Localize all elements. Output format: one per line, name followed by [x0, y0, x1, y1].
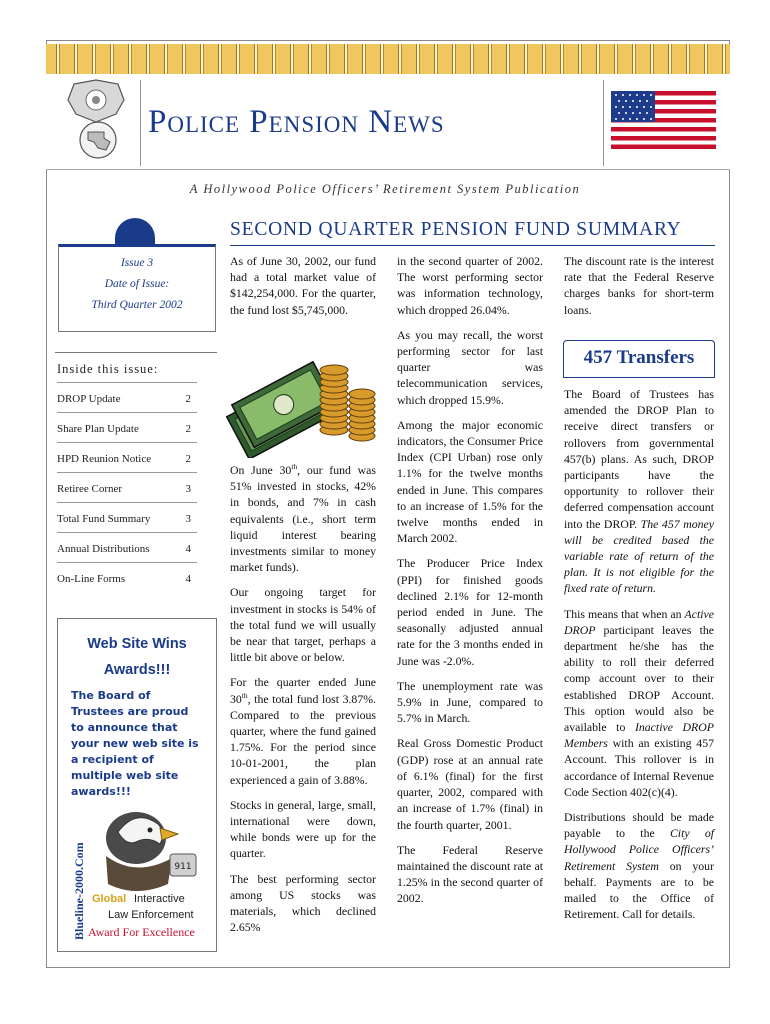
- toc-page: 2: [185, 452, 191, 465]
- paragraph: [564, 606, 714, 800]
- toc-page: 4: [185, 542, 191, 555]
- police-badge-icon: [54, 78, 138, 162]
- header-stripes: [46, 44, 730, 74]
- paragraph: Our ongoing target for investment in stocks is 54% of the total fund we will usually be near that target, perhaps a little bit above or below.: [230, 585, 376, 665]
- issue-box: [58, 244, 216, 332]
- money-stack-icon: [222, 350, 382, 458]
- award-global-text: Global: [92, 893, 127, 905]
- divider: [603, 80, 604, 166]
- toc-item[interactable]: [57, 442, 197, 472]
- toc-item[interactable]: [57, 532, 197, 562]
- toc-item[interactable]: [57, 562, 197, 592]
- paragraph: [564, 809, 714, 922]
- website-body: The Board of Trustees are proud to announce that your new web site is a recipient of multiple web site awards!!!: [71, 689, 199, 798]
- divider: [140, 80, 141, 166]
- divider: [55, 352, 217, 353]
- text: participant leaves the department he/she has the ability to roll their deferred comp account over to their established DROP Account. This option would also be available to: [564, 622, 714, 735]
- toc-item[interactable]: [57, 472, 197, 502]
- text: On June 30: [230, 463, 292, 477]
- toc-label: Share Plan Update: [57, 422, 139, 435]
- paragraph: [230, 462, 376, 575]
- inside-title: Inside this issue:: [57, 362, 159, 376]
- transfers-heading-box: [563, 340, 715, 378]
- text: This means that when an: [564, 606, 685, 621]
- toc-page: 3: [185, 512, 191, 525]
- toc-page: 4: [185, 572, 191, 585]
- us-flag-icon: [611, 91, 716, 149]
- paragraph: in the second quarter of 2002. The worst performing sector was information technology, which dropped 26.04%.: [397, 254, 543, 317]
- text: , the total fund lost 3.87%. Compared to the previous quarter, where the fund gained 1.75%. For the period since 10-01-2001, the plan experienced a gain of 3.88%.: [230, 691, 376, 787]
- toc-label: Retiree Corner: [57, 482, 123, 495]
- italic-text: Inactive DROP Members: [564, 720, 714, 751]
- paragraph: As you may recall, the worst performing sector for last quarter was telecommunication services, which dropped 15.9%.: [397, 327, 543, 407]
- paragraph: The unemployment rate was 5.9% in June, compared to 5.7% in March.: [397, 678, 543, 726]
- superscript: th: [291, 462, 298, 472]
- text: on your behalf. Payments are to be mailed to the Office of Retirement. Call for details.: [564, 858, 714, 922]
- column-1-top: [230, 253, 376, 327]
- issue-number: Issue 3: [120, 257, 154, 269]
- column-2: [397, 253, 543, 916]
- issue-date-value: Third Quarter 2002: [91, 299, 183, 311]
- paragraph: Real Gross Domestic Product (GDP) rose at an annual rate of 6.1% (final) for the first quarter, 2002, compared with an increase of 1.7% (final) in the fourth quarter, 2001.: [397, 736, 543, 832]
- paragraph: As of June 30, 2002, our fund had a total market value of $142,254,000. For the quarter, the fund lost $5,745,000.: [230, 254, 376, 317]
- paragraph: [564, 386, 714, 597]
- column-1: [230, 462, 376, 944]
- toc-item[interactable]: [57, 382, 197, 412]
- transfers-title: 457 Transfers: [583, 347, 695, 368]
- tagline: A Hollywood Police Officers’ Retirement System Publication: [189, 182, 581, 196]
- toc-page: 2: [185, 422, 191, 435]
- toc-label: Total Fund Summary: [57, 512, 151, 525]
- toc-label: On-Line Forms: [57, 572, 126, 585]
- paragraph: The discount rate is the interest rate that the Federal Reserve charges banks for short-term loans.: [564, 254, 714, 317]
- award-le-text: Law Enforcement: [108, 909, 194, 921]
- paragraph: Among the major economic indicators, the Consumer Price Index (CPI Urban) rose only 1.1% for the twelve months ended in June. This compares to an increase of 1.5% for the twelve months ended in March 2002.: [397, 417, 543, 546]
- website-title: Web Site Wins: [87, 636, 187, 652]
- toc-page: 3: [185, 482, 191, 495]
- toc-label: HPD Reunion Notice: [57, 452, 152, 465]
- italic-text: Active DROP: [564, 606, 714, 637]
- divider: [563, 377, 715, 378]
- toc-item[interactable]: [57, 412, 197, 442]
- text: For the quarter ended June 30: [230, 675, 376, 706]
- text: with an existing 457 Account. This rollover is in accordance of Internal Revenue Code Section 402(c)(4).: [564, 736, 714, 799]
- award-interactive-text: Interactive: [134, 893, 185, 905]
- website-url[interactable]: Blueline-2000.Com: [72, 842, 86, 940]
- newsletter-title: Police Pension News: [148, 104, 445, 140]
- paragraph: The Producer Price Index (PPI) for finished goods declined 2.1% for 12-month period ended in June. The seasonally adjusted annual rate for the 3 months ended in June was -2.0%.: [397, 556, 543, 668]
- column-3: [564, 386, 714, 932]
- text: , our fund was 51% invested in stocks, 42% in bonds, and 7% in cash equivalents (i.e., short term liquid interest bearing investments similar to money market funds).: [230, 463, 376, 575]
- toc-label: DROP Update: [57, 392, 121, 405]
- eagle-award-icon: [88, 802, 206, 948]
- section-rule: [230, 245, 715, 246]
- toc-label: Annual Distributions: [57, 542, 150, 555]
- italic-text: City of Hollywood Police Officers’ Retirement System: [564, 826, 714, 873]
- paragraph: Stocks in general, large, small, international were down, while bonds were up for the quarter.: [230, 797, 376, 861]
- text: Distributions should be made payable to the: [564, 810, 714, 841]
- issue-date-label: Date of Issue:: [104, 278, 170, 290]
- paragraph: [230, 674, 376, 787]
- toc-item[interactable]: [57, 502, 197, 532]
- paragraph: The best performing sector among US stocks was materials, which declined 2.65%: [230, 871, 376, 935]
- svg-text:911: 911: [174, 862, 192, 872]
- paragraph: The Federal Reserve maintained the discount rate at 1.25% in the second quarter of 2002.: [397, 842, 543, 906]
- italic-text: The 457 money will be credited based the variable rate of return of the plan. It is not eligible for the fixed rate of return.: [564, 516, 714, 596]
- column-3-top: [564, 253, 714, 327]
- website-title: Awards!!!: [103, 662, 171, 678]
- superscript: th: [241, 690, 248, 700]
- text: The Board of Trustees has amended the DROP Plan to receive direct transfers or rollovers from governmental 457(b) plans. As such, DROP participants have the opportunity to rollover their deferred compensation account into the DROP.: [564, 387, 714, 531]
- section-title: SECOND QUARTER PENSION FUND SUMMARY: [230, 219, 682, 240]
- award-excellence-text: Award For Excellence: [88, 925, 195, 939]
- toc-page: 2: [185, 392, 191, 405]
